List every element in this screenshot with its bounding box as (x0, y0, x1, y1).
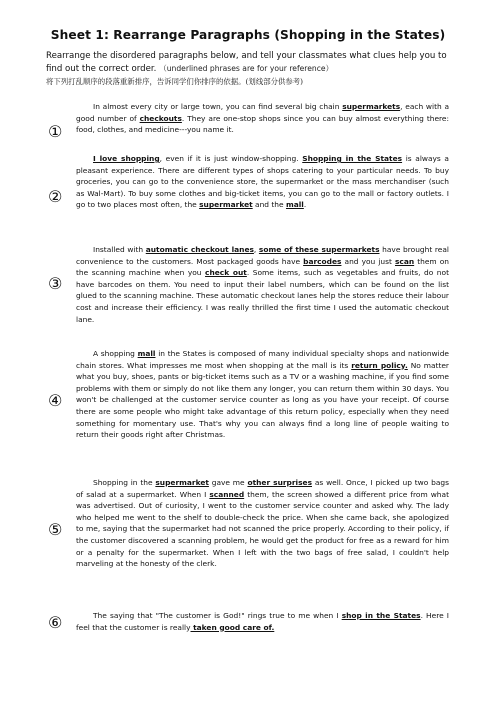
text-run: them on the scanning machine when you (76, 256, 449, 278)
underlined-clue: shop in the States (341, 611, 421, 620)
paragraph-number-4: ④ (48, 391, 63, 410)
instructions-note: （underlined phrases are for your reference） (159, 63, 334, 73)
text-run: Shopping in the (93, 478, 156, 487)
paragraph-number-3: ③ (48, 274, 63, 293)
text-run: . They are one-stop shops since you can buy almost everything there: food, clothes, and medicine---you name it. (76, 113, 449, 135)
text-run: , each with a good number of (76, 102, 450, 123)
underlined-clue: mall (285, 200, 304, 210)
text-run: . Some items, such as vegetables and fruits, do not have barcodes on them. You need to input their label numbers, which can be found on the list glued to the scanning machine. These automatic checkout lanes help the stores reduce their labour cost and increase their efficiency. I was really thrilled the first time I used the automatic checkout lane. (76, 268, 449, 324)
paragraph-2 (76, 153, 449, 211)
text-run: , even if it is just window-shopping. (159, 154, 303, 163)
text-run: and the (252, 200, 286, 210)
text-run: have brought real convenience to the customers. Most packaged goods have (76, 245, 449, 266)
text-run: them, the screen showed a different price from what was advertised. Out of curiosity, I went to the customer service counter and asked why. The lady who helped me went to the shelf to double-check the price. When she came back, she apologized to me, saying that the supermarket had not scanned the price properly. According to their policy, if the customer discovered a scanning problem, he would get the product for free as a reward for him or a penalty for the supermarket. When I left with the two bags of free salad, I couldn't help marveling at the honesty of the clerk. (76, 489, 449, 569)
text-run: . Here I feel that the customer is really (76, 611, 449, 632)
text-run: is always a pleasant experience. There are different types of shops catering to your particular needs. To buy groceries, you can go to the convenience store, the supermarket or the mass merchandiser (such as Wal-Mart). To buy some clothes and big-ticket items, you can go to the mall or factory outlets. I go to two places most often, the (76, 154, 449, 210)
underlined-clue: automatic checkout lanes (145, 245, 254, 254)
underlined-clue: taken good care of. (190, 622, 275, 632)
underlined-clue: Shopping in the States (302, 154, 403, 163)
text-run: as well. Once, I picked up two bags of salad at a supermarket. When I (76, 478, 449, 499)
paragraph-number-2: ② (48, 187, 63, 206)
instructions (46, 50, 456, 75)
underlined-clue: check out (205, 268, 247, 278)
text-run: In almost every city or large town, you can find several big chain (93, 102, 343, 111)
underlined-clue: supermarkets (342, 102, 401, 111)
text-run: , (253, 245, 259, 254)
underlined-clue: I love shopping (93, 154, 160, 163)
text-run: . (303, 200, 307, 210)
sheet-title: Sheet 1: Rearrange Paragraphs (Shopping in the States) (50, 28, 446, 42)
paragraph-number-5: ⑤ (48, 520, 63, 539)
underlined-clue: mall (137, 349, 156, 358)
underlined-clue: some of these supermarkets (258, 245, 380, 254)
underlined-clue: supermarket (199, 200, 253, 210)
underlined-clue: scanned (209, 489, 245, 499)
paragraph-5 (76, 477, 449, 570)
paragraph-number-6: ⑥ (48, 613, 63, 632)
underlined-clue: checkouts (139, 113, 182, 123)
paragraph-1 (76, 101, 449, 136)
text-run: in the States is composed of many individual specialty shops and nationwide chain stores. What impresses me most when shopping at the mall is its (76, 349, 449, 370)
paragraph-4 (76, 348, 449, 441)
underlined-clue: barcodes (303, 256, 342, 266)
instructions-chinese: 将下列打乱顺序的段落重新排序，告诉同学们你排序的依据。(划线部分供参考) (46, 77, 304, 86)
underlined-clue: return policy. (351, 360, 408, 370)
text-run: Installed with (93, 245, 146, 254)
text-run: gave me (208, 478, 248, 487)
instructions-text: Rearrange the disordered paragraphs below, and tell your classmates what clues help you to find out the correct order. (46, 51, 447, 74)
text-run: No matter what you buy, shoes, pants or big-ticket items such as a TV or a washing machine, if you find some problems with them or simply do not like them any longer, you can return them within 30 days. You won't be challenged at the customer service counter as long as you have your receipt. Of course there are some people who might take advantage of this return policy, especially when they need something for momentary use. That's why you can always find a long line of people waiting to return their goods right after Christmas. (76, 360, 449, 440)
underlined-clue: supermarket (155, 478, 209, 487)
paragraph-6 (76, 610, 449, 633)
paragraph-3 (76, 244, 449, 325)
text-run: A shopping (93, 349, 138, 358)
paragraph-number-1: ① (48, 122, 63, 141)
underlined-clue: other surprises (247, 478, 312, 487)
underlined-clue: scan (394, 256, 415, 266)
text-run: The saying that "The customer is God!" rings true to me when I (93, 611, 342, 620)
text-run: and you just (341, 256, 395, 266)
